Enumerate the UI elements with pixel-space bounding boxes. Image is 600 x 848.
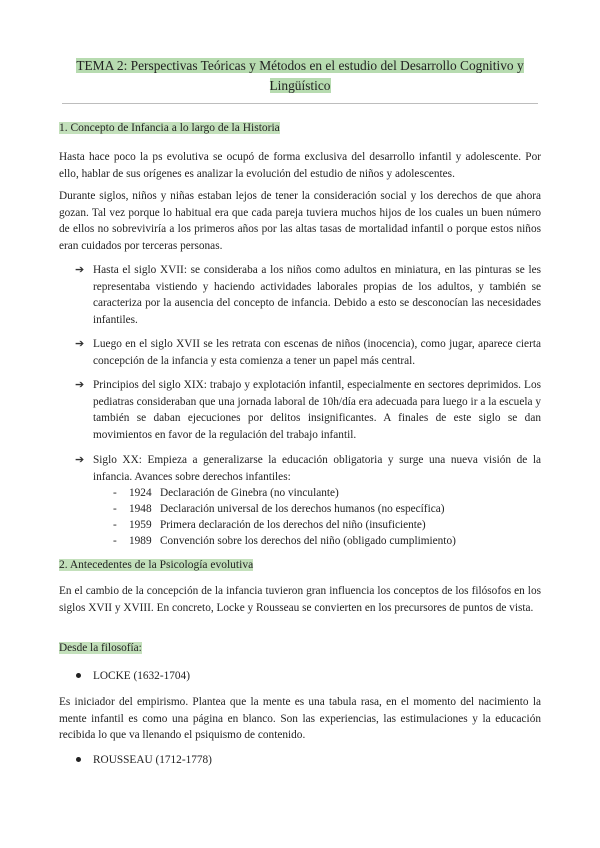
arrow-right-icon: ➔ [75,379,85,391]
dot-bullet-rousseau: ROUSSEAU (1712-1778) [76,752,212,769]
document-title: TEMA 2: Perspectivas Teóricas y Métodos en el estudio del Desarrollo Cognitivo y Lingüístico [76,58,524,93]
dot-bullet-locke: LOCKE (1632-1704) [76,668,190,685]
section-1-paragraph-2: Durante siglos, niños y niñas estaban lejos de tener la consideración social y los derechos de que ahora gozan. Tal vez porque lo habitual era que cada pareja tuviera muchos hijos de los cuales un buen número de ellos no sobreviviría a los primeros años por las altas tasas de mortalidad infantil o porque estos niños eran cuidados por terceras personas. [59,190,541,252]
rights-list-item: - 1959 Primera declaración de los derechos del niño (insuficiente) [113,519,426,531]
arrow-bullet-1: ➔ Hasta el siglo XVII: se consideraba a los niños como adultos en miniatura, en las pinturas se les representaba vistiendo y haciendo actividades laborales propias de los adultos, y también se caracteriza por la ausencia del concepto de infancia. Debido a esto se desconocían las necesidades infantiles. [75,264,541,326]
locke-paragraph: Es iniciador del empirismo. Plantea que la mente es una tabula rasa, en el momento del nacimiento la mente infantil es como una página en blanco. Son las experiencias, las estimulaciones y la educación recibida lo que va llenando el psiquismo de contenido. [59,696,541,742]
arrow-bullet-3: ➔ Principios del siglo XIX: trabajo y explotación infantil, especialmente en sectores deprimidos. Los pediatras consideraban que una jornada laboral de 10h/día era adecuada para luego ir a la escuela y también se daban ejecuciones por delitos insignificantes. A finales de este siglo se dan movimientos en favor de la regulación del trabajo infantil. [75,379,541,441]
arrow-right-icon: ➔ [75,338,85,350]
bullet-dot-icon [76,757,81,762]
subheading-filosofia: Desde la filosofía: [59,642,142,654]
arrow-right-icon: ➔ [75,454,85,466]
rights-list-item: - 1924 Declaración de Ginebra (no vinculante) [113,487,339,499]
title-divider [62,103,538,104]
section-1-heading: 1. Concepto de Infancia a lo largo de la Historia [59,122,280,134]
rights-list-item: - 1948 Declaración universal de los derechos humanos (no específica) [113,503,445,515]
bullet-dot-icon [76,673,81,678]
section-2-paragraph-1: En el cambio de la concepción de la infancia tuvieron gran influencia los conceptos de los filósofos en los siglos XVII y XVIII. En concreto, Locke y Rousseau se convierten en los precursores de puntos de vista. [59,585,541,614]
arrow-bullet-2: ➔ Luego en el siglo XVII se les retrata con escenas de niños (inocencia), como jugar, aparece cierta concepción de la infancia y esta comienza a tener un papel más central. [75,338,541,367]
section-2-heading: 2. Antecedentes de la Psicología evolutiva [59,559,254,571]
rights-list-item: - 1989 Convención sobre los derechos del niño (obligado cumplimiento) [113,535,456,547]
arrow-bullet-4: ➔ Siglo XX: Empieza a generalizarse la educación obligatoria y surge una nueva visión de la infancia. Avances sobre derechos infantiles: [75,454,541,483]
section-1-paragraph-1: Hasta hace poco la ps evolutiva se ocupó de forma exclusiva del desarrollo infantil y adolescente. Por ello, hablar de sus orígenes es analizar la evolución del estudio de niños y adolescentes. [59,151,541,180]
arrow-right-icon: ➔ [75,264,85,276]
